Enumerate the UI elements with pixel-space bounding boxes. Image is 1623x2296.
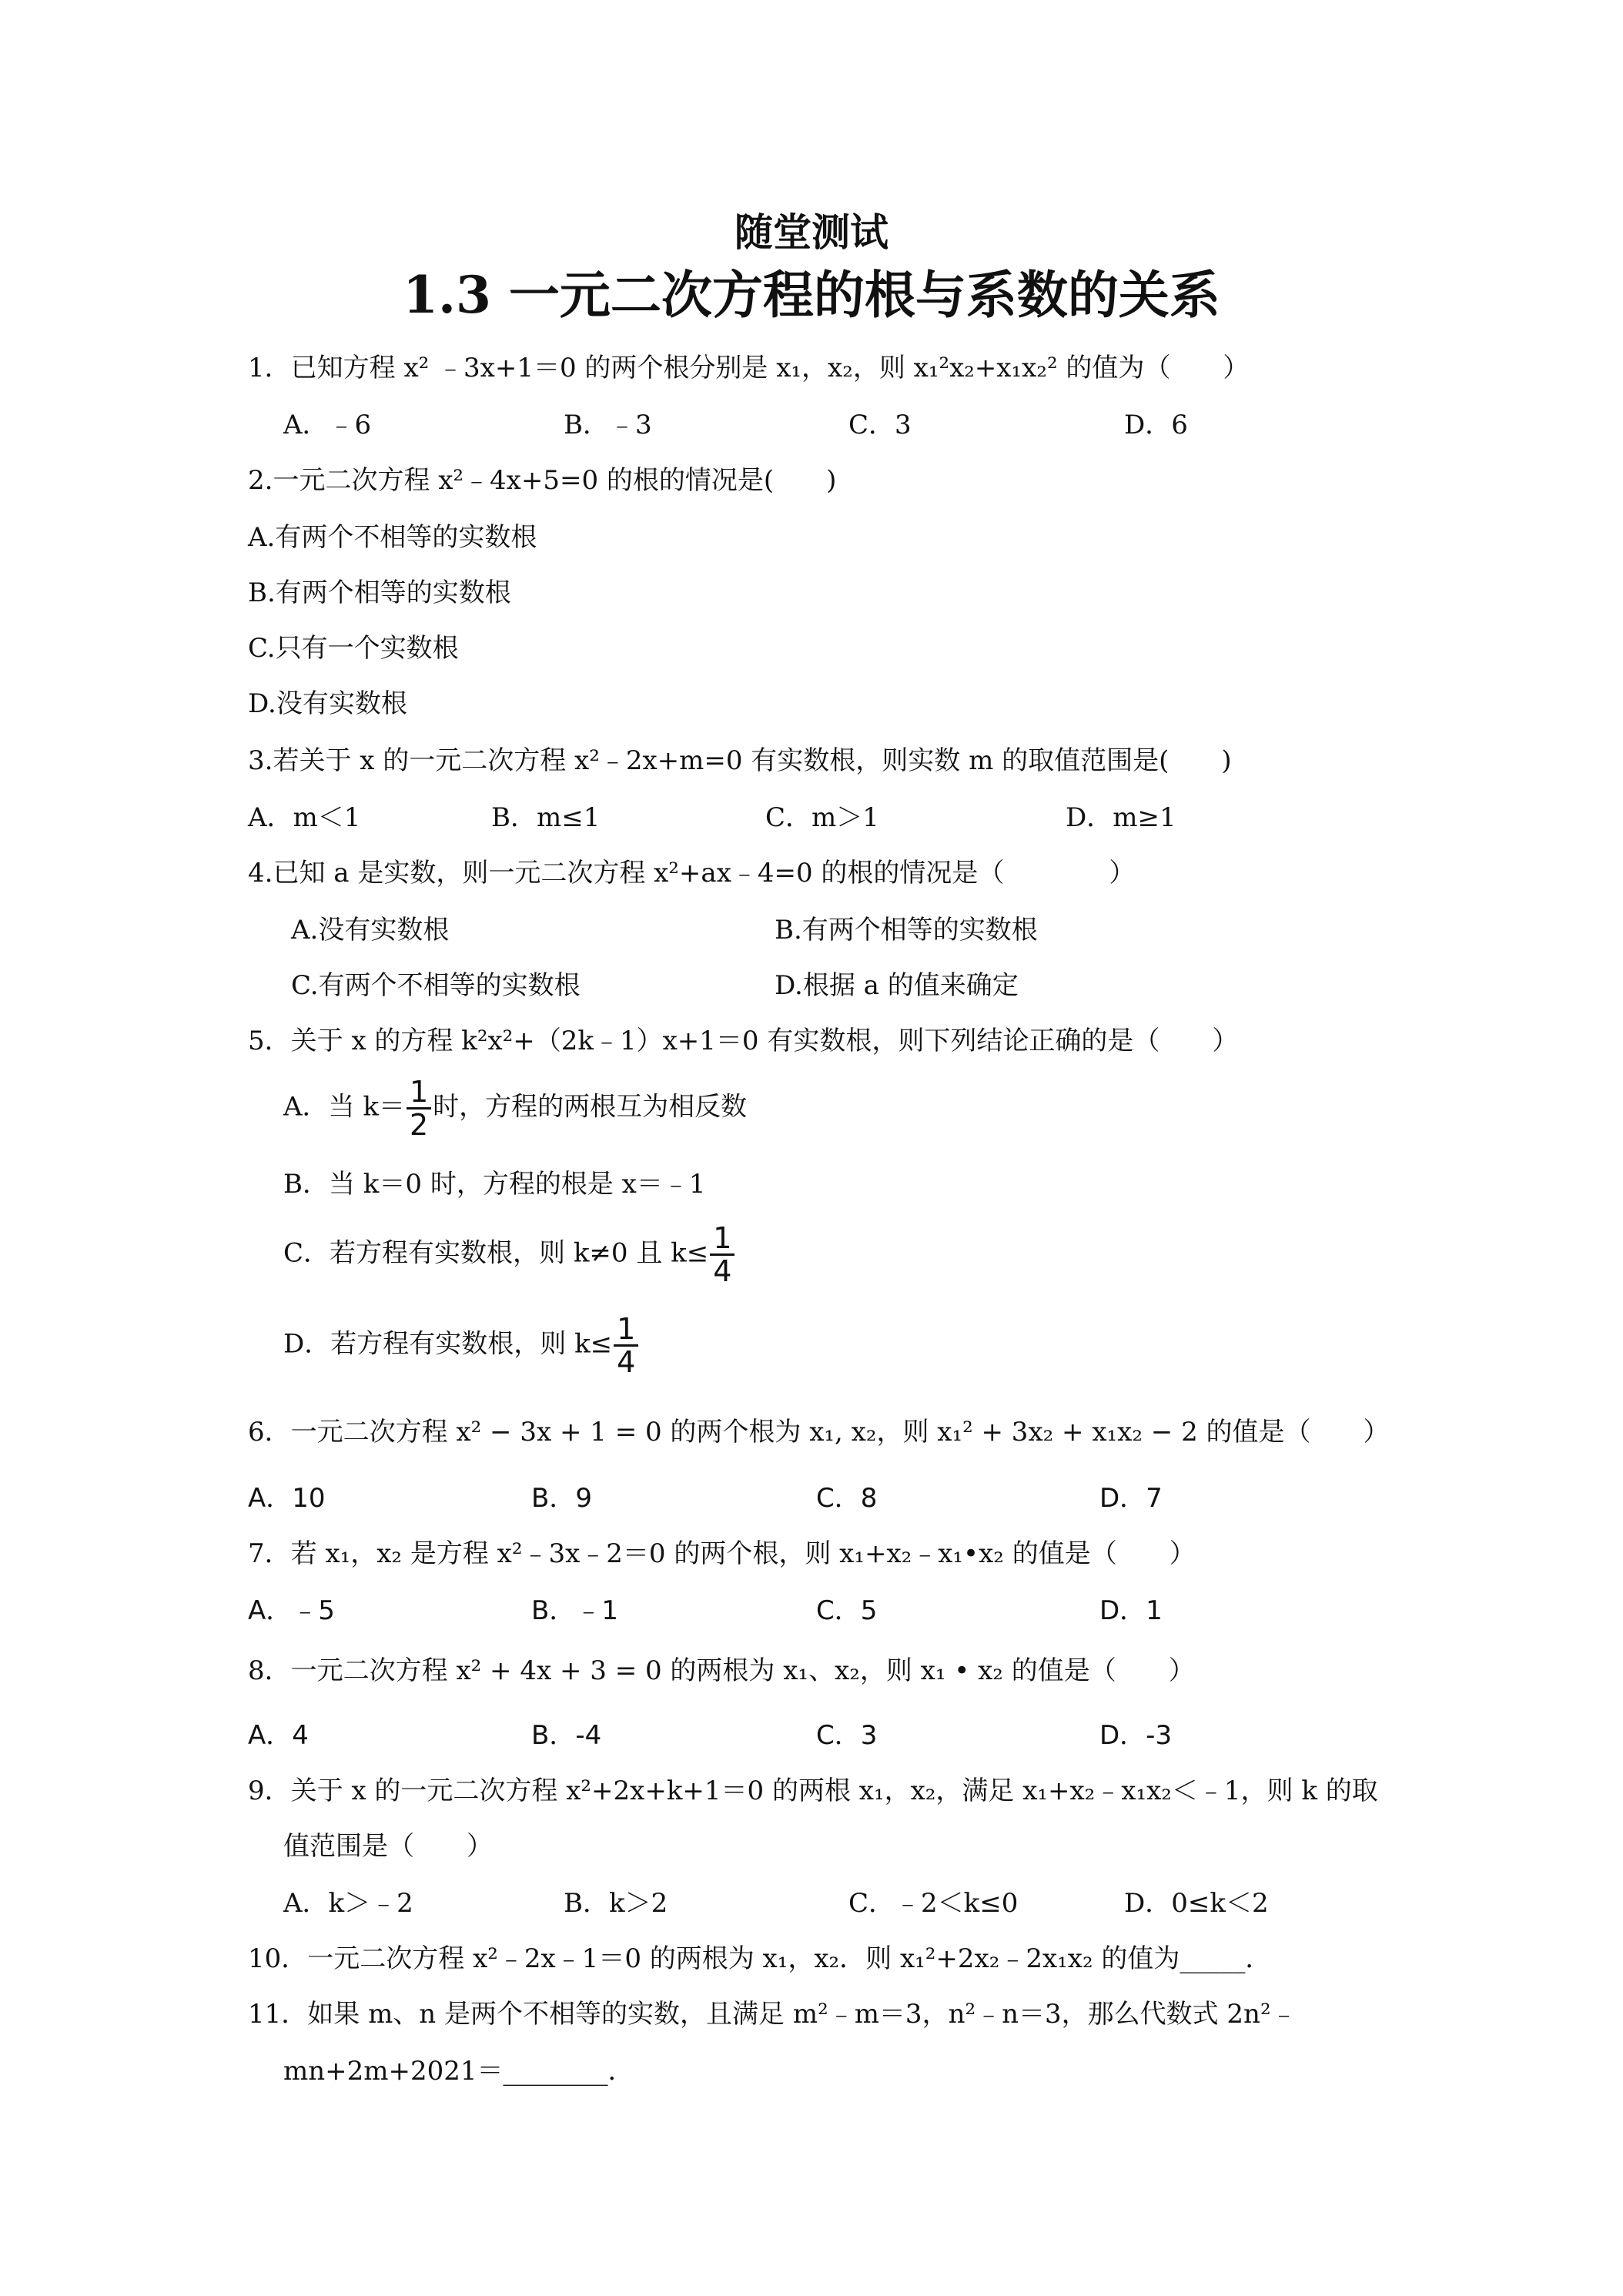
q9-option-a: A．k＞﹣2 — [283, 1888, 413, 1919]
q7-option-c: C．5 — [816, 1595, 878, 1626]
q5-option-a-prefix: A．当 k＝ — [283, 1091, 405, 1123]
q9-option-d: D．0≤k＜2 — [1124, 1888, 1269, 1919]
fraction-one-half — [407, 1076, 431, 1140]
question-1: 1．已知方程 x² ﹣3x+1＝0 的两个根分别是 x₁，x₂，则 x₁²x₂+x₁x₂² 的值为（ ） — [248, 353, 1250, 383]
q8-option-c: C．3 — [816, 1720, 878, 1751]
q7-option-b: B．﹣1 — [531, 1595, 618, 1626]
q6-option-b: B．9 — [531, 1483, 592, 1514]
q9-option-c: C．﹣2＜k≤0 — [848, 1888, 1019, 1919]
q5-option-c — [283, 1223, 736, 1287]
q5-option-a — [283, 1076, 747, 1140]
q6-option-a: A．10 — [248, 1483, 326, 1514]
question-6: 6．一元二次方程 x² − 3x + 1 = 0 的两个根为 x₁, x₂，则 x₁² + 3x₂ + x₁x₂ − 2 的值是（ ） — [248, 1417, 1390, 1448]
fraction-numerator: 1 — [407, 1076, 431, 1110]
q1-option-b: B．﹣3 — [564, 410, 652, 440]
q4-option-a: A.没有实数根 — [291, 915, 450, 946]
question-10: 10．一元二次方程 x²﹣2x﹣1＝0 的两根为 x₁，x₂．则 x₁²+2x₂﹣2x₁x₂ 的值为_____． — [248, 1943, 1272, 1974]
fraction-one-quarter — [614, 1314, 638, 1377]
q8-option-a: A．4 — [248, 1720, 309, 1751]
q6-option-c: C．8 — [816, 1483, 878, 1514]
q3-option-a: A．m＜1 — [248, 802, 361, 833]
question-2: 2.一元二次方程 x²﹣4x+5=0 的根的情况是( ) — [248, 465, 837, 496]
q7-option-d: D．1 — [1099, 1595, 1163, 1626]
question-9-line-2: 值范围是（ ） — [283, 1831, 493, 1862]
question-4: 4.已知 a 是实数，则一元二次方程 x²+ax﹣4=0 的根的情况是（ ） — [248, 858, 1136, 889]
page-subtitle: 1.3 一元二次方程的根与系数的关系 — [403, 265, 1220, 325]
q4-option-d: D.根据 a 的值来确定 — [775, 970, 1019, 1001]
q5-option-d — [283, 1314, 640, 1377]
question-8: 8．一元二次方程 x² + 4x + 3 = 0 的两根为 x₁、x₂，则 x₁ • x₂ 的值是（ ） — [248, 1655, 1195, 1686]
q5-option-b: B．当 k＝0 时，方程的根是 x＝﹣1 — [283, 1169, 706, 1200]
question-3: 3.若关于 x 的一元二次方程 x²﹣2x+m=0 有实数根，则实数 m 的取值范围是( ) — [248, 745, 1232, 776]
q9-option-b: B．k＞2 — [564, 1888, 668, 1919]
q3-option-b: B．m≤1 — [491, 802, 601, 833]
question-11-line-2: mn+2m+2021＝________． — [283, 2056, 634, 2087]
q2-option-d: D.没有实数根 — [248, 688, 407, 719]
q2-option-a: A.有两个不相等的实数根 — [248, 522, 537, 553]
q8-option-d: D．-3 — [1099, 1720, 1173, 1751]
q1-option-d: D．6 — [1124, 410, 1188, 440]
fraction-denominator: 4 — [713, 1254, 732, 1288]
q4-option-c: C.有两个不相等的实数根 — [291, 970, 581, 1001]
q5-option-d-prefix: D．若方程有实数根，则 k≤ — [283, 1328, 613, 1360]
question-11-line-1: 11．如果 m、n 是两个不相等的实数，且满足 m²﹣m＝3，n²﹣n＝3，那么代数式 2n²﹣ — [248, 1999, 1297, 2030]
question-7: 7．若 x₁，x₂ 是方程 x²﹣3x﹣2＝0 的两个根，则 x₁+x₂﹣x₁•x₂ 的值是（ ） — [248, 1538, 1196, 1569]
q1-option-c: C．3 — [848, 410, 912, 440]
fraction-numerator: 1 — [614, 1314, 638, 1347]
question-9-line-1: 9．关于 x 的一元二次方程 x²+2x+k+1＝0 的两根 x₁，x₂，满足 x₁+x₂﹣x₁x₂＜﹣1，则 k 的取 — [248, 1776, 1378, 1806]
q6-option-d: D．7 — [1099, 1483, 1163, 1514]
q5-option-a-suffix: 时，方程的两根互为相反数 — [433, 1091, 748, 1123]
q5-option-c-prefix: C．若方程有实数根，则 k≠0 且 k≤ — [283, 1237, 709, 1269]
q2-option-c: C.只有一个实数根 — [248, 633, 459, 664]
q1-option-a: A．﹣6 — [283, 410, 372, 440]
fraction-numerator: 1 — [710, 1223, 735, 1256]
fraction-denominator: 2 — [409, 1108, 429, 1142]
q8-option-b: B．-4 — [531, 1720, 602, 1751]
fraction-denominator: 4 — [617, 1345, 636, 1379]
q3-option-d: D．m≥1 — [1066, 802, 1176, 833]
q2-option-b: B.有两个相等的实数根 — [248, 577, 511, 608]
fraction-one-quarter — [710, 1223, 735, 1287]
q4-option-b: B.有两个相等的实数根 — [775, 915, 1038, 946]
page-title: 随堂测试 — [735, 210, 888, 255]
question-5: 5．关于 x 的方程 k²x²+（2k﹣1）x+1＝0 有实数根，则下列结论正确的是（ ） — [248, 1026, 1239, 1056]
q3-option-c: C．m＞1 — [765, 802, 879, 833]
q7-option-a: A．﹣5 — [248, 1595, 335, 1626]
